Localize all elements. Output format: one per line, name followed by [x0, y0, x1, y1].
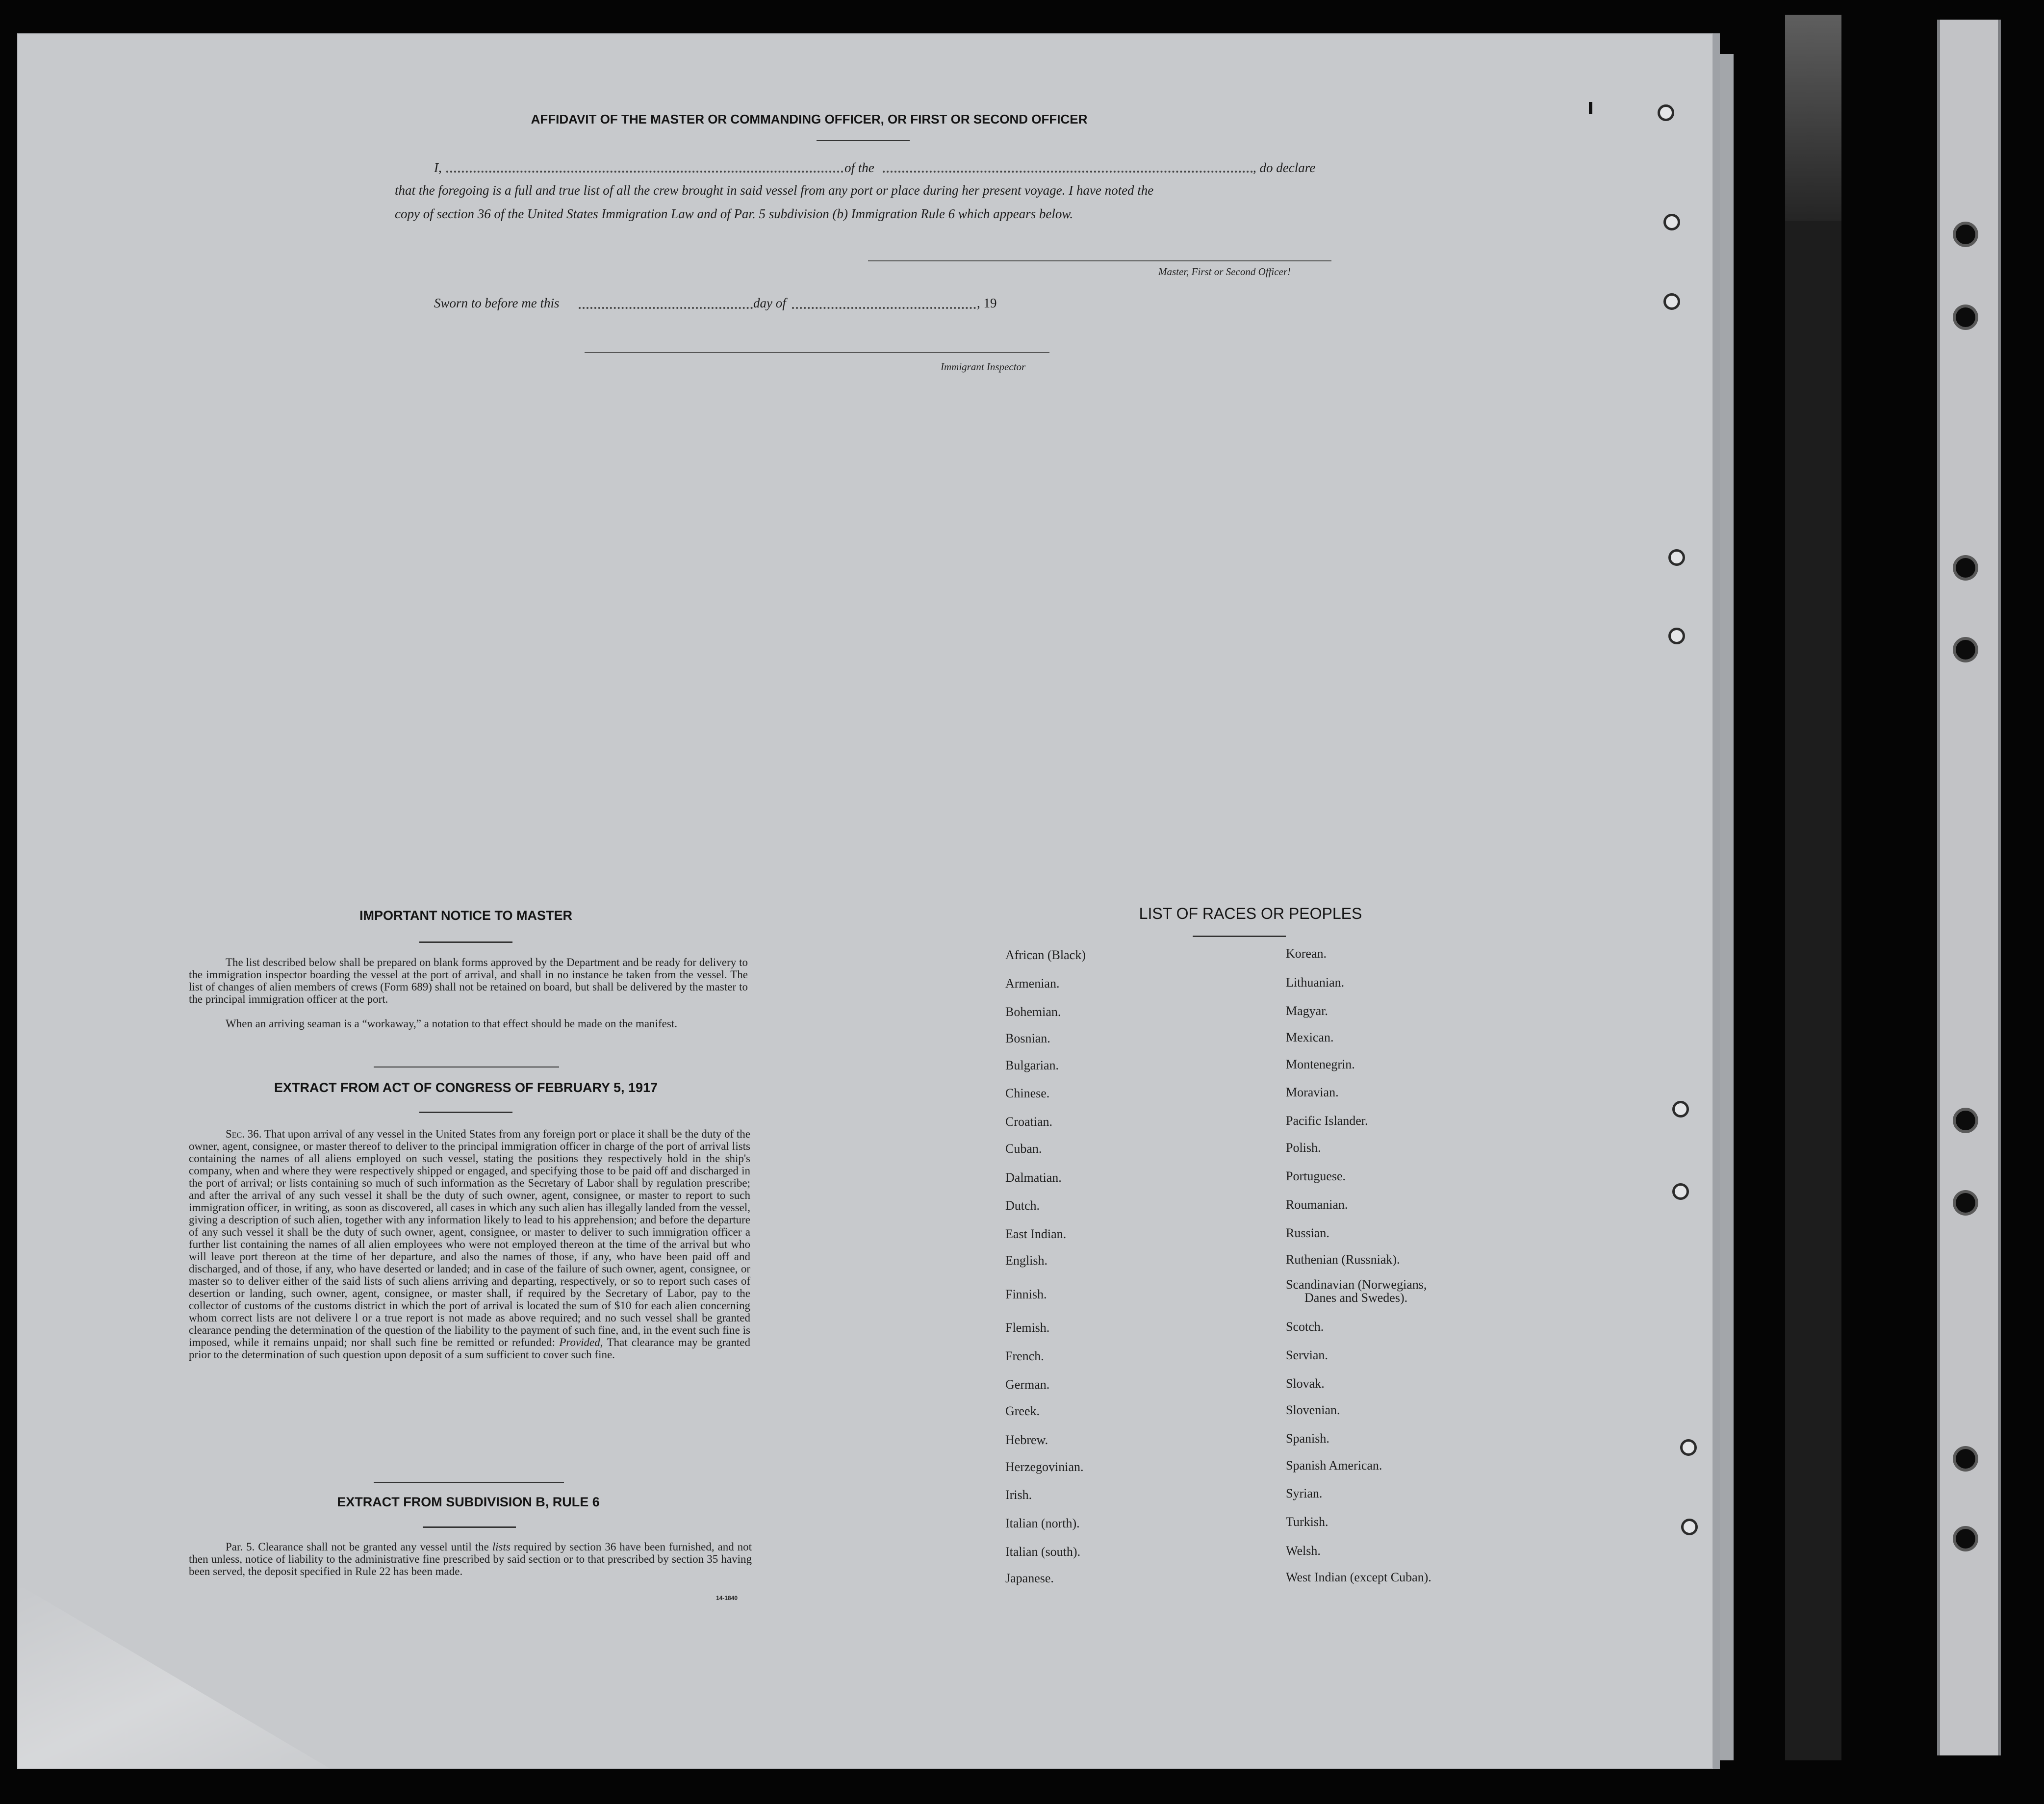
- race-left-18: Hebrew.: [1005, 1433, 1048, 1447]
- month-blank[interactable]: [792, 307, 976, 309]
- race-right-13: Scandinavian (Norwegians,: [1286, 1277, 1427, 1292]
- race-left-23: Japanese.: [1005, 1571, 1054, 1585]
- race-right-3: Magyar.: [1286, 1004, 1328, 1018]
- punch-hole: [1680, 1439, 1697, 1456]
- race-right-15: Scotch.: [1286, 1320, 1324, 1334]
- binding-hole: [1956, 1449, 1975, 1469]
- form-number: 14-1840: [716, 1595, 738, 1601]
- race-left-13: Finnish.: [1005, 1287, 1047, 1301]
- punch-hole: [1658, 104, 1674, 121]
- race-right-16: Servian.: [1286, 1348, 1328, 1362]
- lists-word: lists: [492, 1541, 511, 1553]
- race-left-16: German.: [1005, 1377, 1050, 1392]
- race-left-5: Bulgarian.: [1005, 1058, 1059, 1072]
- race-left-19: Herzegovinian.: [1005, 1460, 1084, 1474]
- affidavit-line-2: that the foregoing is a full and true list of all the crew brought in said vessel from any port or place during her present voyage. I have noted the: [395, 183, 1154, 198]
- notice-para-1: The list described below shall be prepared on blank forms approved by the Department and be ready for delivery to the immigration inspector boarding the vessel at the port of arrival, and shall in no instance be taken from the vessel. The list of changes of alien members of crews (Form 689) shall not be retained on board, but shall be delivered by the master to the principal immigration officer at the port.: [189, 956, 748, 1005]
- race-left-8: Cuban.: [1005, 1142, 1042, 1156]
- race-right-8: Polish.: [1286, 1141, 1321, 1155]
- race-right-1: Korean.: [1286, 946, 1327, 961]
- race-left-4: Bosnian.: [1005, 1031, 1050, 1045]
- vessel-blank[interactable]: [883, 171, 1253, 173]
- race-right-21: Syrian.: [1286, 1486, 1323, 1500]
- race-right-2: Lithuanian.: [1286, 975, 1345, 990]
- year-label: , 19: [977, 296, 997, 310]
- race-right-14: Danes and Swedes).: [1304, 1291, 1408, 1305]
- par-5-b: required by section 36 have been furnished, and not then unless, notice of liability to the administrative fine prescribed by said section or to that prescribed by section 35 having been served, the deposit specified in Rule 22 has been made.: [189, 1541, 752, 1577]
- race-right-19: Spanish.: [1286, 1431, 1329, 1446]
- notice-para-2: When an arriving seaman is a “workaway,” a notation to that effect should be made on the manifest.: [226, 1017, 677, 1030]
- inspector-signature-line[interactable]: [585, 352, 1049, 353]
- sec-label: Sec. 36.: [226, 1128, 262, 1140]
- race-right-20: Spanish American.: [1286, 1458, 1382, 1473]
- race-right-4: Mexican.: [1286, 1030, 1334, 1044]
- sec-36-text: [189, 1128, 750, 1361]
- race-left-3: Bohemian.: [1005, 1005, 1061, 1019]
- affidavit-do-declare: , do declare: [1253, 160, 1316, 175]
- race-left-14: Flemish.: [1005, 1321, 1050, 1335]
- race-left-22: Italian (south).: [1005, 1545, 1081, 1559]
- provided-word: Provided,: [559, 1336, 603, 1348]
- binding-hole: [1956, 1529, 1975, 1549]
- inspector-caption: Immigrant Inspector: [941, 361, 1026, 373]
- rule-rule: [423, 1526, 516, 1528]
- master-signature-line[interactable]: [868, 260, 1331, 261]
- race-right-12: Ruthenian (Russniak).: [1286, 1252, 1400, 1267]
- rule-extract-title: EXTRACT FROM SUBDIVISION B, RULE 6: [337, 1495, 600, 1509]
- binding-hole: [1956, 1193, 1975, 1213]
- race-left-21: Italian (north).: [1005, 1516, 1080, 1530]
- race-left-1: African (Black): [1005, 948, 1086, 962]
- race-left-6: Chinese.: [1005, 1086, 1050, 1100]
- race-right-6: Moravian.: [1286, 1085, 1339, 1099]
- binding-spine: [1785, 15, 1841, 1760]
- affidavit-of-the-label: of the: [844, 160, 874, 175]
- day-of-label: day of: [753, 296, 786, 310]
- race-left-9: Dalmatian.: [1005, 1170, 1062, 1185]
- punch-hole: [1681, 1519, 1698, 1535]
- sec-36-body: That upon arrival of any vessel in the United States from any foreign port or place it shall be the duty of the owner, agent, consignee, or master thereof to deliver to the principal immigration officer in charge of the port of arrival lists containing the names of all aliens employed on such vessel, stating the positions they respectively hold in the ship's company, when and where they were respectively shipped or engaged, and specifying those to be paid off and discharged in the port of arrival; or lists containing so much of such information as the Secretary of Labor shall by regulation prescribe; and after the arrival of any such vessel it shall be the duty of such owner, agent, consignee, or master to report to such immigration officer, in writing, as soon as discovered, all cases in which any such alien has illegally landed from the vessel, giving a description of such alien, together with any information likely to lead to his apprehension; and before the departure of any such vessel it shall be the duty of such owner, agent, consignee, or master to deliver to such immigration officer a further list containing the names of all alien employees who were not employed thereon at the time of the arrival but who will leave port thereon at the time of her departure, and also the names of those, if any, who have been paid off and discharged, and of those, if any, who have deserted or landed; and in case of the failure of such owner, agent, consignee, or master so to deliver either of the said lists of such aliens arriving and departing, respectively, or so to report such cases of desertion or landing, such owner, agent, consignee, or master shall, if required by the Secretary of Labor, pay to the collector of customs of the customs district in which the port of arrival is located the sum of $10 for each alien concerning whom correct lists are not delivere l or a true report is not made as above required; and no such vessel shall be granted clearance pending the determination of the question of the liability to the payment of such fine, and, in the event such fine is imposed, while it remains unpaid; nor shall such fine be remitted or refunded:: [189, 1128, 750, 1348]
- race-left-2: Armenian.: [1005, 976, 1060, 991]
- par-5-text: [189, 1541, 752, 1577]
- binding-hole: [1956, 640, 1975, 660]
- race-right-5: Montenegrin.: [1286, 1057, 1355, 1071]
- race-right-22: Turkish.: [1286, 1515, 1329, 1529]
- race-right-18: Slovenian.: [1286, 1403, 1340, 1417]
- affidavit-i-label: I,: [434, 160, 442, 175]
- race-right-10: Roumanian.: [1286, 1197, 1348, 1212]
- day-blank[interactable]: [579, 307, 753, 309]
- binding-hole: [1956, 1111, 1975, 1130]
- name-blank[interactable]: [446, 171, 843, 173]
- master-caption: Master, First or Second Officer!: [1158, 266, 1291, 278]
- race-right-7: Pacific Islander.: [1286, 1114, 1368, 1128]
- notice-title: IMPORTANT NOTICE TO MASTER: [359, 908, 572, 923]
- binding-strip: [1937, 20, 2001, 1755]
- binding-hole: [1956, 225, 1975, 244]
- act-extract-title: EXTRACT FROM ACT OF CONGRESS OF FEBRUARY 5, 1917: [274, 1080, 658, 1095]
- binding-hole: [1956, 558, 1975, 578]
- race-right-9: Portuguese.: [1286, 1169, 1346, 1183]
- race-left-7: Croatian.: [1005, 1115, 1053, 1129]
- race-left-17: Greek.: [1005, 1404, 1040, 1418]
- par-5-a: Par. 5. Clearance shall not be granted any vessel until the: [226, 1541, 489, 1553]
- binding-hole: [1956, 307, 1975, 327]
- title-rule: [817, 140, 910, 141]
- ink-mark: [1589, 102, 1592, 114]
- punch-hole: [1672, 1183, 1689, 1200]
- punch-hole: [1672, 1101, 1689, 1118]
- sworn-label: Sworn to before me this: [434, 296, 560, 310]
- race-left-11: East Indian.: [1005, 1227, 1067, 1241]
- race-left-12: English.: [1005, 1253, 1048, 1268]
- punch-hole: [1663, 293, 1680, 310]
- race-left-15: French.: [1005, 1349, 1044, 1363]
- notice-rule: [419, 941, 512, 943]
- act-rule: [419, 1112, 512, 1113]
- section-divider: [374, 1482, 564, 1483]
- sec-36-end: That clearance may be granted prior to the determination of such question upon deposit of a sum sufficient to cover such fine.: [189, 1336, 750, 1361]
- races-rule: [1193, 936, 1286, 937]
- race-right-11: Russian.: [1286, 1226, 1329, 1240]
- race-right-24: West Indian (except Cuban).: [1286, 1570, 1431, 1584]
- punch-hole: [1668, 628, 1685, 644]
- affidavit-line-3: copy of section 36 of the United States Immigration Law and of Par. 5 subdivision (b) Immigration Rule 6 which appears below.: [395, 206, 1073, 221]
- race-left-10: Dutch.: [1005, 1198, 1040, 1213]
- race-right-17: Slovak.: [1286, 1376, 1325, 1391]
- race-right-23: Welsh.: [1286, 1544, 1321, 1558]
- races-title: LIST OF RACES OR PEOPLES: [1139, 905, 1362, 922]
- race-left-20: Irish.: [1005, 1488, 1032, 1502]
- affidavit-title: AFFIDAVIT OF THE MASTER OR COMMANDING OFFICER, OR FIRST OR SECOND OFFICER: [531, 112, 1088, 127]
- punch-hole: [1663, 214, 1680, 230]
- punch-hole: [1668, 549, 1685, 566]
